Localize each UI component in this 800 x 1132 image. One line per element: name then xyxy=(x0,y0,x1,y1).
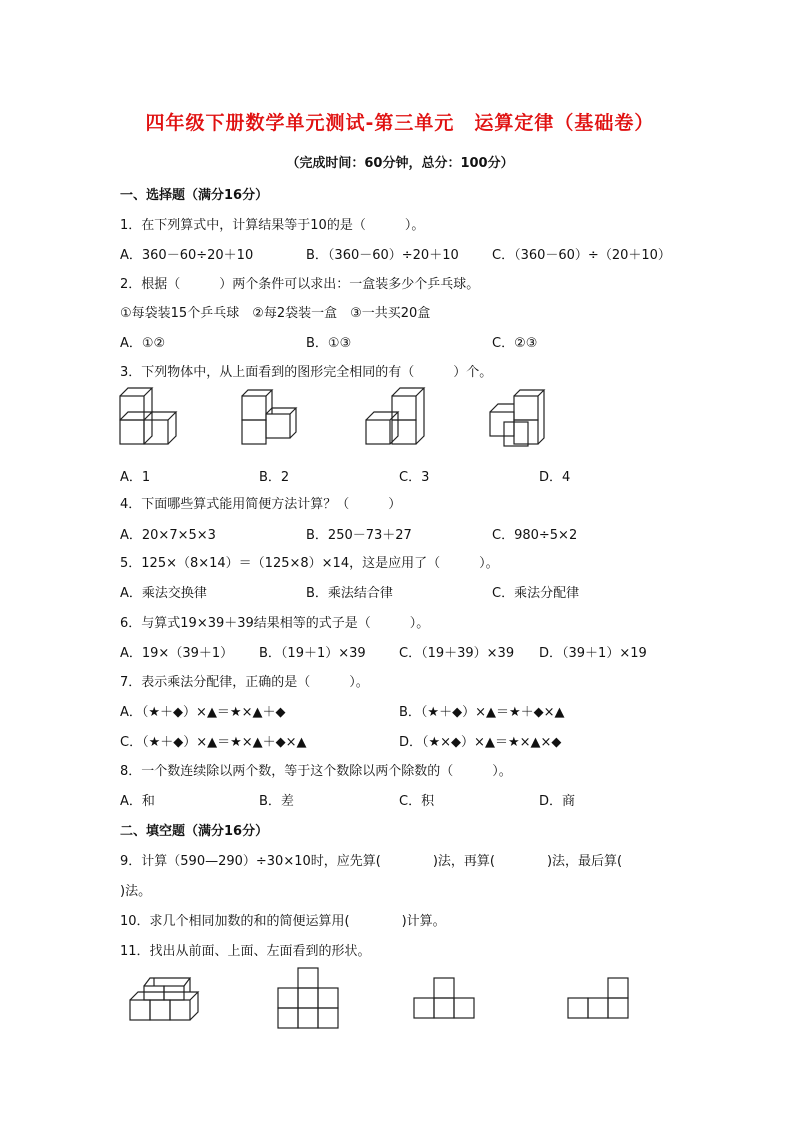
question-6-stem: 6．与算式19×39＋39结果相等的式子是（ ）。 xyxy=(120,616,430,631)
view-grid-figure-2 xyxy=(414,978,476,1020)
question-1-option-a: A．360－60÷20＋10 xyxy=(120,248,254,263)
question-4-option-c: C．980÷5×2 xyxy=(492,528,578,543)
cube-figure-b xyxy=(240,388,310,448)
question-2-stem: 2．根据（ ）两个条件可以求出：一盒装多少个乒乓球。 xyxy=(120,277,480,292)
question-4-stem: 4．下面哪些算式能用简便方法计算？（ ） xyxy=(120,497,402,512)
question-6-option-d: D．（39＋1）×19 xyxy=(539,646,647,661)
section-heading-choice: 一、选择题（满分16分） xyxy=(120,188,269,203)
cube-stack-3d-figure xyxy=(128,972,208,1024)
cube-figure-a xyxy=(118,388,188,448)
question-8-option-b: B．差 xyxy=(259,794,294,809)
question-7-option-c: C．（★＋◆）×▲＝★×▲＋◆×▲ xyxy=(120,735,307,750)
question-2-option-c: C．②③ xyxy=(492,336,538,351)
question-7-option-b: B．（★＋◆）×▲＝★＋◆×▲ xyxy=(399,705,565,720)
question-9-line-1: 9．计算（590—290）÷30×10时，应先算( )法，再算( )法，最后算( xyxy=(120,854,623,869)
question-2-option-a: A．①② xyxy=(120,336,166,351)
question-3-option-b: B．2 xyxy=(259,470,290,485)
question-8-option-a: A．和 xyxy=(120,794,155,809)
question-3-option-a: A．1 xyxy=(120,470,151,485)
section-heading-fill: 二、填空题（满分16分） xyxy=(120,824,269,839)
question-3-option-c: C．3 xyxy=(399,470,430,485)
question-8-option-d: D．商 xyxy=(539,794,576,809)
view-grid-figure-3 xyxy=(568,978,630,1020)
question-6-option-c: C．（19＋39）×39 xyxy=(399,646,515,661)
question-7-option-d: D．（★×◆）×▲＝★×▲×◆ xyxy=(399,735,562,750)
question-1-stem: 1．在下列算式中，计算结果等于10的是（ ）。 xyxy=(120,218,425,233)
question-3-stem: 3．下列物体中，从上面看到的图形完全相同的有（ ）个。 xyxy=(120,365,493,380)
question-10-stem: 10．求几个相同加数的和的简便运算用( )计算。 xyxy=(120,914,446,929)
question-2-option-b: B．①③ xyxy=(306,336,352,351)
question-4-option-b: B．250－73＋27 xyxy=(306,528,412,543)
question-6-option-b: B．（19＋1）×39 xyxy=(259,646,366,661)
question-8-stem: 8．一个数连续除以两个数，等于这个数除以两个除数的（ ）。 xyxy=(120,764,512,779)
question-2-conditions: ①每袋装15个乒乓球 ②每2袋装一盒 ③一共买20盒 xyxy=(120,306,431,321)
question-3-option-d: D．4 xyxy=(539,470,571,485)
question-7-option-a: A．（★＋◆）×▲＝★×▲＋◆ xyxy=(120,705,286,720)
question-1-option-c: C．（360－60）÷（20＋10） xyxy=(492,248,671,263)
question-5-option-b: B．乘法结合律 xyxy=(306,586,393,601)
question-4-option-a: A．20×7×5×3 xyxy=(120,528,216,543)
question-5-option-a: A．乘法交换律 xyxy=(120,586,207,601)
page-subtitle: （完成时间：60分钟，总分：100分） xyxy=(286,156,514,171)
page-title: 四年级下册数学单元测试-第三单元 运算定律（基础卷） xyxy=(145,112,655,134)
question-11-stem: 11．找出从前面、上面、左面看到的形状。 xyxy=(120,944,371,959)
question-5-option-c: C．乘法分配律 xyxy=(492,586,580,601)
question-8-option-c: C．积 xyxy=(399,794,435,809)
view-grid-figure-1 xyxy=(278,968,340,1030)
question-6-option-a: A．19×（39＋1） xyxy=(120,646,234,661)
cube-figure-c xyxy=(364,388,434,448)
question-9-line-2: )法。 xyxy=(120,884,152,899)
question-1-option-b: B．（360－60）÷20＋10 xyxy=(306,248,459,263)
cube-figure-d xyxy=(488,388,558,448)
question-5-stem: 5．125×（8×14）＝（125×8）×14，这是应用了（ ）。 xyxy=(120,556,499,571)
question-7-stem: 7．表示乘法分配律，正确的是（ ）。 xyxy=(120,675,369,690)
